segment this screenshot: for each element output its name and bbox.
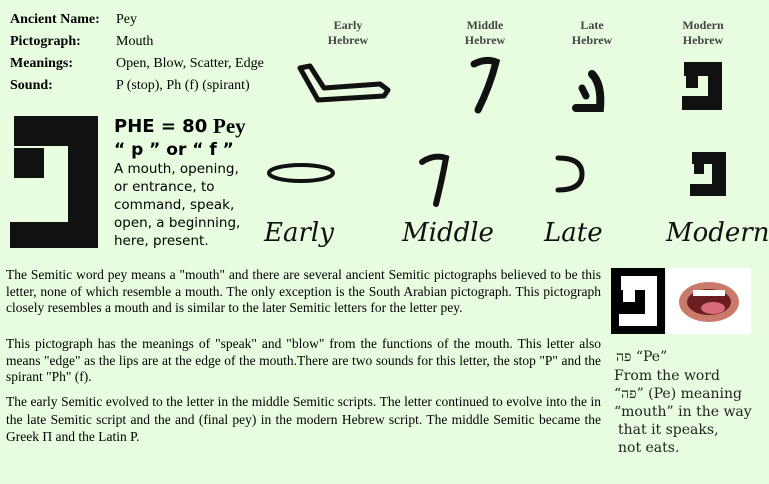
caption-line-1: פה “Pe” xyxy=(616,349,668,365)
sound-value: P (stop), Ph (f) (spirant) xyxy=(116,78,250,93)
script-label-modern: Modern xyxy=(666,218,769,248)
large-pey-block-glyph xyxy=(6,112,106,252)
pictograph-value: Mouth xyxy=(116,34,154,49)
modern-hebrew-pey-glyph xyxy=(678,58,728,116)
phe-name: Pey xyxy=(213,114,246,138)
meanings-value: Open, Blow, Scatter, Edge xyxy=(116,56,264,71)
caption-line-4: “mouth” in the way xyxy=(614,404,752,420)
body-paragraph-2: This pictograph has the meanings of "speak" and "blow" from the functions of the mouth. This letter also means "edge" as the lips are at the edge of the mouth.There are two sounds for this letter, the stop "P" and the spirant "Ph" (f). xyxy=(6,336,601,385)
sound-label: Sound: xyxy=(10,78,53,93)
late-script-pey-glyph xyxy=(550,152,590,198)
column-early-hebrew: Early Hebrew xyxy=(327,18,369,47)
body-paragraph-3: The early Semitic evolved to the letter in the middle Semitic scripts. The letter continued to evolve into the in the late Semitic script and the and (final pey) in the modern Hebrew script. The middle Semitic became the Greek Π and the Latin P. xyxy=(6,394,601,444)
script-label-middle: Middle xyxy=(402,218,494,248)
phe-description: A mouth, opening, or entrance, to command, speak, open, a beginning, here, present. xyxy=(114,161,241,249)
script-label-late: Late xyxy=(544,218,603,248)
column-modern-hebrew: Modern Hebrew xyxy=(682,18,724,47)
open-mouth-image xyxy=(667,268,751,334)
body-paragraph-1: The Semitic word pey means a "mouth" and there are several ancient Semitic pictographs believed to be this letter, none of which resemble a mouth. The only exception is the South Arabian pictograph. This pictograph closely resembles a mouth and is similar to the later Semitic letters for the letter pey. xyxy=(6,267,601,316)
info-sound xyxy=(10,76,250,95)
info-pictograph xyxy=(10,32,153,51)
caption-line-2: From the word xyxy=(614,368,721,384)
caption-line-6: not eats. xyxy=(618,440,680,456)
column-middle-hebrew: Middle Hebrew xyxy=(464,18,506,47)
late-hebrew-pey-glyph xyxy=(572,70,612,116)
early-hebrew-pey-glyph xyxy=(296,60,392,110)
script-label-early: Early xyxy=(264,218,334,248)
middle-hebrew-pey-glyph xyxy=(468,56,504,116)
modern-script-pey-glyph xyxy=(686,148,732,200)
middle-script-pey-glyph xyxy=(418,152,452,208)
column-late-hebrew: Late Hebrew xyxy=(571,18,613,47)
phe-title: PHE = 80 xyxy=(114,116,208,137)
early-script-pey-glyph xyxy=(266,162,336,184)
ancient-name-value: Pey xyxy=(116,12,137,27)
pictograph-label: Pictograph: xyxy=(10,34,81,49)
pey-letter-image xyxy=(611,268,665,334)
phe-sounds: “ p ” or “ f ” xyxy=(114,140,234,160)
info-ancient-name xyxy=(10,10,137,29)
caption-line-3: “פה” (Pe) meaning xyxy=(614,386,742,402)
meanings-label: Meanings: xyxy=(10,56,73,71)
info-meanings xyxy=(10,54,264,73)
caption-line-5: that it speaks, xyxy=(618,422,719,438)
ancient-name-label: Ancient Name: xyxy=(10,12,100,27)
